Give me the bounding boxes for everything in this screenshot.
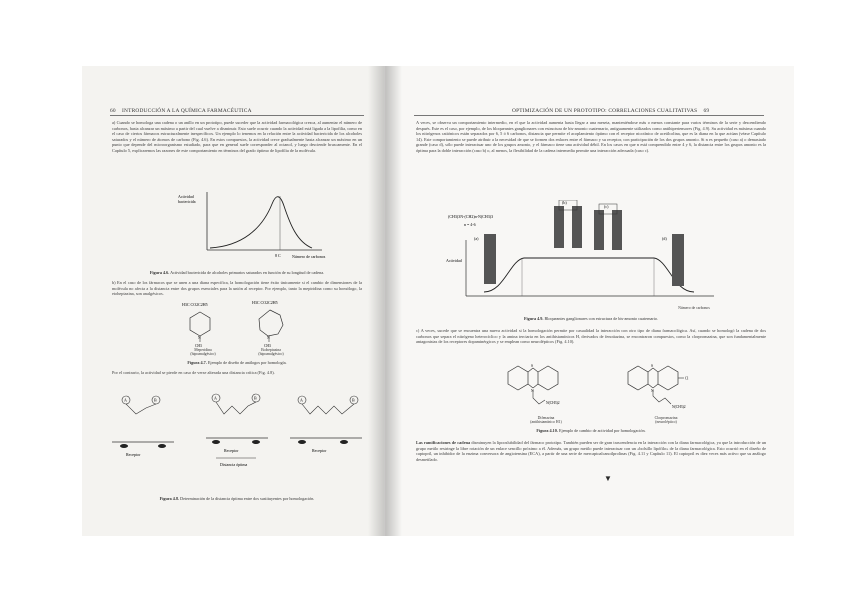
- fig48-site-1b: [158, 444, 166, 448]
- figure-4-8-diagram: [106, 384, 368, 480]
- right-running-head: [512, 108, 709, 114]
- fig49-ylabel: Actividad: [446, 258, 462, 263]
- fig47-mol2-n: N: [267, 336, 270, 340]
- left-running-head: [110, 108, 252, 114]
- fig49-formula: (CH3)3N-(CH2)n-N(CH3)3: [448, 214, 494, 219]
- end-mark: ▼: [604, 474, 612, 483]
- fig48-site-3b: [340, 440, 348, 444]
- fig410-caption-text: Ejemplo de cambio de actividad por homologación.: [558, 428, 646, 433]
- fig49-xlabel: Número de carbonos: [678, 306, 710, 310]
- fig47-caption-text: Ejemplo de diseño de análogos por homología.: [207, 360, 287, 365]
- fig410-mol2-cl: Cl: [685, 376, 689, 381]
- left-page-number: 60: [110, 108, 116, 114]
- fig49-case-a: (a): [474, 236, 479, 241]
- fig48-group-a-1: A: [124, 397, 127, 403]
- fig410-mol1-n: N: [531, 389, 534, 393]
- fig49-block-b1: [554, 206, 564, 248]
- fig48-group-a-3: A: [300, 397, 303, 403]
- figure-4-10-caption: [416, 428, 766, 433]
- fig48-group-b-2: B: [254, 395, 257, 401]
- figure-4-9-caption: [416, 316, 766, 321]
- fig410-mol1-name: Difenazina: [537, 416, 555, 420]
- right-head-rule: [414, 115, 764, 116]
- left-head-rule: [110, 115, 364, 116]
- left-page: [82, 66, 384, 536]
- fig47-mol2-substituents: H3C CO2C2H5: [252, 300, 278, 305]
- figure-4-6-graph: [172, 184, 332, 266]
- fig410-mol2-class: (neuroléptico): [655, 420, 677, 425]
- fig49-case-b: (b): [562, 200, 567, 205]
- fig410-mol1-chain: N(CH3)2: [546, 401, 560, 405]
- fig48-receptor-1: Receptor: [126, 452, 141, 457]
- fig48-group-a-2: A: [214, 395, 217, 401]
- fig410-mol2-label: [636, 416, 696, 425]
- fig47-mol1-n: N: [198, 336, 201, 340]
- fig46-xtick: 8 C: [275, 253, 281, 258]
- fig49-caption-label: Figura 4.9.: [523, 316, 544, 321]
- fig47-mol1-class: (hipoanalgésico): [190, 352, 216, 357]
- right-paragraph-2-text: disminuyen la lipooslubilidad del fármaco prototipo. También pueden ser de gran trascendencia en la interacción con la diana farmacológica, ya que la introducción de un grupo metilo restringe la libre rotación de un enlace sencillo próximo a él. Además, un grupo metilo puede interactuar con un «bolsillo lipófilo» de la diana farmacológica. Esto ocurrió en el diseño de captopril, un inhibidor de la enzima conversora de angiotensina (ECA), a partir de una serie de mercaptoalcanoilprolinas (Fig. 4.11 y Capítulo 11). El captopril es diez veces más activo que su análogo desmetilado.: [416, 440, 766, 462]
- right-paragraph-2: [416, 440, 766, 462]
- fig47-mol1-label: [178, 348, 228, 357]
- fig48-group-b-1: B: [154, 397, 157, 403]
- fig49-caption-text: Bloqueantes ganglionares con estructura de bis-amonio cuaternario.: [544, 316, 659, 321]
- left-paragraph-c: Por el contrario, la actividad se pierde en caso de verse alterada una distancia crítica (Fig. 4.8).: [112, 370, 275, 375]
- fig47-mol2-methyl: CH3: [264, 344, 271, 348]
- figure-4-6-caption: [112, 270, 362, 275]
- fig46-caption-label: Figura 4.6.: [149, 270, 170, 275]
- fig47-caption-label: Figura 4.7.: [187, 360, 207, 365]
- fig48-caption-label: Figura 4.8.: [159, 496, 180, 501]
- fig49-block-d: [672, 234, 684, 286]
- fig410-mol2-n: N: [651, 389, 654, 393]
- fig48-site-2a: [212, 440, 220, 444]
- fig46-xlabel: Número de carbonos: [292, 254, 326, 259]
- fig47-mol2-label: [246, 348, 296, 357]
- fig48-distance-label: Distancia óptima: [220, 462, 248, 467]
- fig48-site-1a: [120, 444, 128, 448]
- fig49-block-c2: [612, 210, 622, 250]
- fig410-mol1-label: [516, 416, 576, 425]
- right-paragraph-2-bold: Las ramificaciones de cadena: [416, 440, 471, 445]
- fig410-mol2-name: Clorpromazina: [654, 416, 678, 420]
- fig46-ylabel-2: bactericida: [178, 199, 196, 204]
- right-paragraph-c: c) A veces, sucede que se encuentra una nueva actividad si la homologación permite por casualidad la interacción con otro tipo de diana farmacológica. Así, cuando se homologó la cadena de dos carbonos que separa el nitrógeno heterocíclico y la amina terciaria en los antihistamínicos H, derivados de fenotiazina, se encontraron compuestos, como la clorpromazina, que son fundamentalmente antagonistas de los receptores dopaminérgicos y se emplean como neurolépticos (Fig. 4.10).: [416, 328, 766, 345]
- left-running-title: INTRODUCCIÓN A LA QUÍMICA FARMACÉUTICA: [122, 108, 252, 114]
- fig47-mol2-name: Etoheptazina: [261, 348, 281, 352]
- fig410-mol1-s: S: [531, 364, 533, 368]
- figure-4-7-caption: [112, 360, 362, 365]
- left-paragraph-a: a) Cuando se homologa una cadena o un anillo en un prototipo, puede suceder que la actividad farmacológica crezca, al aumentar el número de carbonos, hasta alcanzar un máximo a partir del cual vuelve a disminuir. Esto suele ocurrir cuando la actividad está ligada a la lipofilia, como en el caso de ciertos fármacos estructuralmente inespecíficos. Un ejemplo lo tenemos en la relación entre la actividad bactericida de los alcoholes saturados y el número de átomos de carbono (Fig. 4.6). En estos compuestos, la actividad crece gradualmente hasta alcanzar un máximo en un punto que depende del microorganismo estudiado, para que en general suele corresponder al octanol, y luego desciende bruscamente. En el Capítulo 5, explicaremos las razones de este comportamiento en términos del grado óptimo de lipofilia de la molécula.: [112, 120, 362, 153]
- figure-4-10-structures: [494, 362, 734, 418]
- fig48-caption-text: Determinación de la distancia óptima entre dos sustituyentes por homologación.: [180, 496, 315, 501]
- fig48-receptor-2: Receptor: [224, 448, 239, 453]
- fig47-mol1-name: Meperidina: [194, 348, 212, 352]
- right-running-title: OPTIMIZACIÓN DE UN PROTOTIPO: CORRELACIONES CUALITATIVAS: [512, 108, 698, 114]
- figure-4-9-graph: [444, 200, 744, 304]
- fig48-receptor-3: Receptor: [312, 448, 327, 453]
- fig46-caption-text: Actividad bactericida de alcoholes primarios saturados en función de su longitud de cadena.: [170, 270, 325, 275]
- fig47-mol1-substituents: H3C CO2C2H5: [182, 302, 208, 307]
- fig48-site-3a: [298, 440, 306, 444]
- fig410-caption-label: Figura 4.10.: [536, 428, 558, 433]
- fig47-mol2-class: (hipoanalgésico): [258, 352, 284, 357]
- fig49-block-b2: [572, 206, 582, 248]
- fig49-block-a: [484, 234, 496, 284]
- fig410-mol1-class: (antihistamínico H1): [530, 420, 562, 425]
- fig46-ylabel-1: Actividad: [178, 194, 194, 199]
- fig47-mol1-methyl: CH3: [195, 344, 202, 348]
- fig48-site-2b: [252, 440, 260, 444]
- fig49-block-c1: [594, 210, 604, 250]
- left-paragraph-b: b) En el caso de los fármacos que se unen a una diana específica, la homologación tiene éxito únicamente si el cambio de dimensiones de la molécula no afecta a la distancia entre dos grupos esenciales para la unión al receptor. Por ejemplo, tanto la mepiridina como su homólogo, la etoheptazina, son analgésicos.: [112, 280, 362, 297]
- fig49-case-d: (d): [662, 236, 667, 241]
- right-page-number: 69: [703, 108, 710, 114]
- fig48-group-b-3: B: [352, 397, 355, 403]
- fig49-formula-range: n = 4-6: [464, 222, 476, 227]
- fig410-mol2-chain: N(CH3)2: [672, 405, 686, 409]
- book-spread: [82, 66, 794, 536]
- fig49-case-c: (c): [604, 204, 609, 209]
- figure-4-8-caption: [112, 496, 362, 501]
- right-page: [384, 66, 794, 536]
- right-paragraph-1: A veces, se observa un comportamiento intermedio, en el que la actividad aumenta hasta llegar a una meseta, manteniéndose más o menos constante para varios términos de la serie y descendiendo después. Este es el caso, por ejemplo, de los bloqueantes ganglionares con estructura de bis-amonio cuaternario, antiguamente utilizados como antihipertensores (Fig. 4.9). Su actividad es máxima cuando los nitrógenos catiónicos están separados por 6, 5 ó 6 carbonos, distancia que permite el acoplamiento óptimo con el receptor nicotínico de acetilcolina, que es la diana en la que actúan (véase Capítulo 14). Este comportamiento se puede atribuir a la necesidad de que se formen dos enlaces entre el fármaco y su receptor, con participación de los dos grupos amonio. Si n es pequeño (caso a) o demasiado grande (caso d), sólo puede interactuar uno de los grupos amonio, y el fármaco tiene una actividad débil. En los casos en que n está comprendido entre 4 y 6, la distancia entre los grupos amonio es la óptima para la doble interacción (caso b) o, al menos, la flexibilidad de la cadena intermedia permite una interacción adecuada (caso c).: [416, 120, 766, 153]
- fig410-mol2-s: S: [651, 364, 653, 368]
